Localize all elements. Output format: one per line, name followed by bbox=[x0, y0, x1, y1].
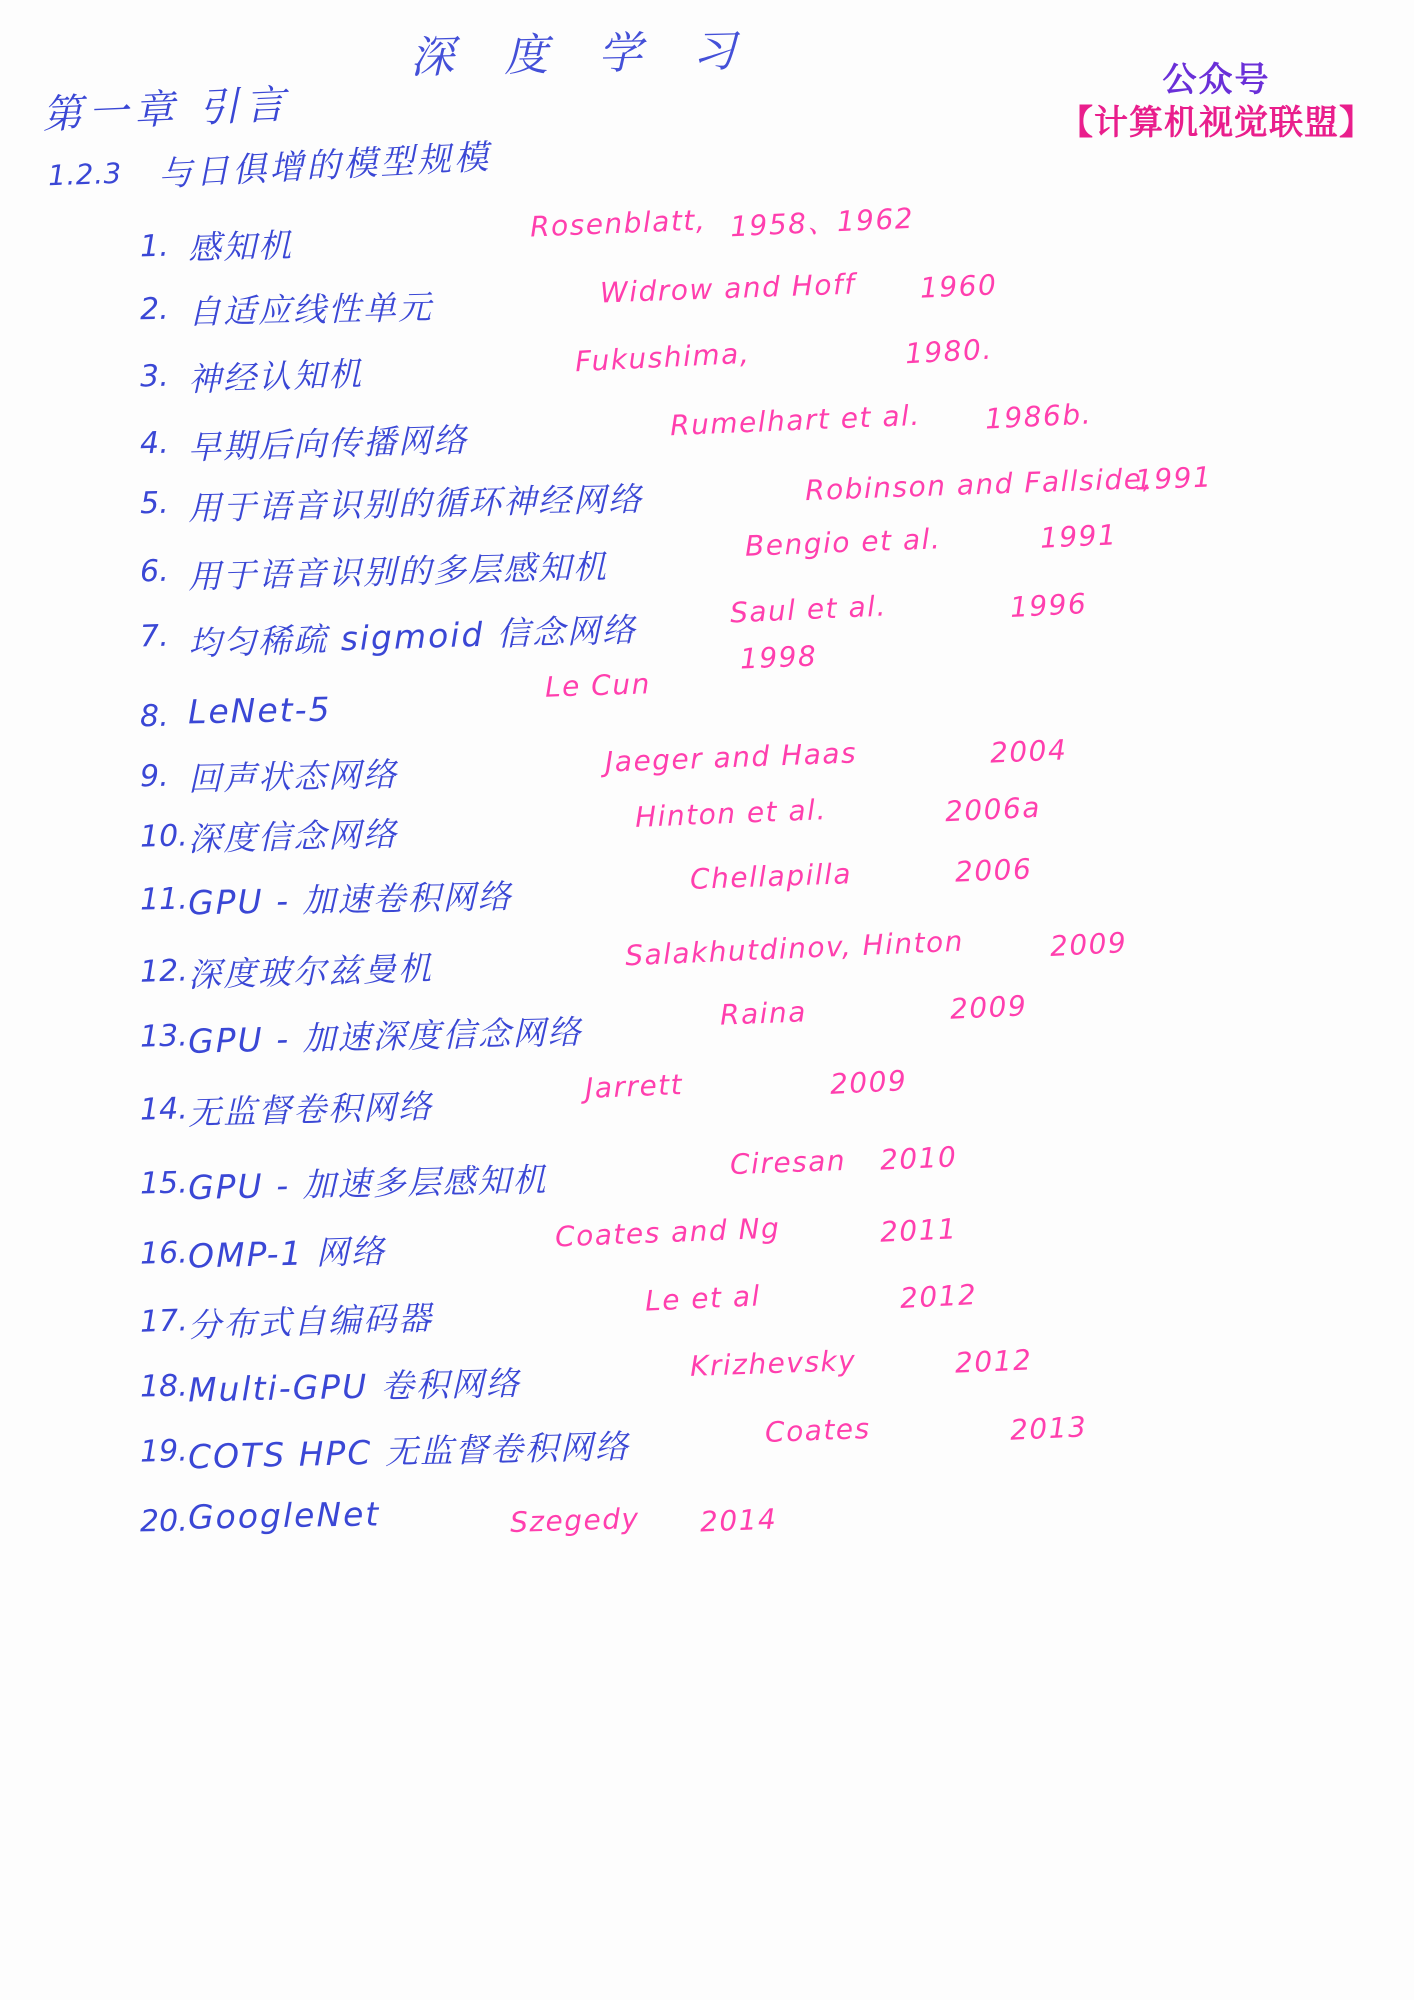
list-item-label: LeNet-5 bbox=[187, 689, 332, 732]
list-item-label: 自适应线性单元 bbox=[187, 287, 434, 332]
chapter-heading: 第一章 引言 bbox=[41, 81, 292, 139]
list-item-year: 2009 bbox=[829, 1064, 909, 1101]
list-item bbox=[0, 1490, 1414, 1550]
list-item bbox=[0, 1278, 1414, 1350]
list-item-year: 2011 bbox=[879, 1212, 958, 1249]
list-item-year: 2004 bbox=[989, 733, 1068, 770]
watermark-line-2: 【计算机视觉联盟】 bbox=[1059, 103, 1374, 144]
list-item-reference: Szegedy bbox=[509, 1501, 641, 1540]
list-item bbox=[0, 267, 1414, 338]
list-item-label: GPU - 加速卷积网络 bbox=[187, 876, 513, 923]
list-item-year: 1998 bbox=[739, 639, 818, 676]
list-item bbox=[0, 460, 1414, 532]
list-item bbox=[0, 1211, 1414, 1282]
list-item bbox=[0, 639, 1414, 745]
list-item-reference: Rosenblatt, bbox=[529, 203, 707, 244]
list-item-reference: Coates and Ng bbox=[554, 1211, 781, 1254]
list-item-reference: Jaeger and Haas bbox=[604, 736, 858, 779]
list-item-index: 6. bbox=[139, 553, 170, 590]
list-item-year: 2012 bbox=[899, 1278, 979, 1315]
list-item-index: 14. bbox=[139, 1091, 189, 1128]
list-item-index: 20. bbox=[139, 1503, 189, 1540]
list-item-label: 早期后向传播网络 bbox=[187, 420, 469, 467]
list-item-label: GoogleNet bbox=[187, 1494, 381, 1537]
list-item-label: 深度玻尔兹曼机 bbox=[187, 948, 434, 995]
list-item-label: COTS HPC 无监督卷积网络 bbox=[187, 1426, 631, 1477]
list-item bbox=[0, 989, 1414, 1065]
section-number: 1.2.3 bbox=[47, 156, 123, 193]
list-item-label: 均匀稀疏 sigmoid 信念网络 bbox=[187, 609, 638, 664]
list-item-year: 1980. bbox=[904, 332, 994, 371]
list-item-reference: Widrow and Hoff bbox=[599, 267, 857, 310]
list-item-label: 回声状态网络 bbox=[187, 754, 399, 799]
list-item-reference: Chellapilla bbox=[689, 857, 853, 896]
list-item bbox=[0, 1140, 1414, 1212]
list-item-reference: Ciresan bbox=[729, 1143, 847, 1182]
list-item bbox=[0, 852, 1414, 928]
list-item-label: OMP-1 网络 bbox=[187, 1231, 387, 1276]
list-item bbox=[0, 1343, 1414, 1415]
list-item-reference: Le et al bbox=[644, 1279, 762, 1318]
list-item-label: 无监督卷积网络 bbox=[187, 1086, 434, 1133]
list-item-year: 1991 bbox=[1039, 518, 1118, 555]
list-item-reference: Rumelhart et al. bbox=[669, 398, 922, 443]
list-item-year: 1960 bbox=[919, 268, 998, 305]
list-item-year: 1991 bbox=[1134, 460, 1213, 497]
list-item-index: 4. bbox=[139, 425, 170, 462]
list-item-reference: Salakhutdinov, Hinton bbox=[624, 924, 965, 973]
list-item-index: 9. bbox=[139, 758, 170, 795]
list-item-label: GPU - 加速多层感知机 bbox=[187, 1159, 548, 1208]
list-item-label: 用于语音识别的循环神经网络 bbox=[187, 479, 644, 528]
list-item-label: Multi-GPU 卷积网络 bbox=[187, 1363, 522, 1410]
list-item-index: 12. bbox=[139, 953, 189, 990]
list-item-year: 2013 bbox=[1009, 1410, 1088, 1447]
list-item-label: 感知机 bbox=[187, 225, 294, 268]
list-item-label: 用于语音识别的多层感知机 bbox=[187, 546, 609, 597]
list-item bbox=[0, 733, 1414, 805]
list-item bbox=[0, 1410, 1414, 1480]
list-item-index: 1. bbox=[139, 228, 170, 265]
list-item-index: 13. bbox=[139, 1018, 189, 1055]
list-item-reference: Coates bbox=[764, 1411, 872, 1450]
list-item bbox=[0, 332, 1414, 405]
list-item bbox=[0, 518, 1414, 600]
list-item-index: 19. bbox=[139, 1433, 189, 1470]
list-item-reference: Krizhevsky bbox=[689, 1344, 857, 1383]
list-item bbox=[0, 201, 1414, 275]
list-item-index: 16. bbox=[139, 1235, 189, 1272]
list-item-index: 11. bbox=[139, 881, 189, 918]
list-item-index: 7. bbox=[139, 618, 170, 655]
list-item-index: 8. bbox=[139, 698, 169, 735]
list-item-reference: Saul et al. bbox=[729, 589, 888, 630]
list-item-reference: Hinton et al. bbox=[634, 793, 828, 834]
list-item-year: 2006 bbox=[954, 852, 1033, 889]
list-item-label: 神经认知机 bbox=[187, 353, 364, 400]
list-item-reference: Fukushima, bbox=[574, 336, 751, 379]
list-item-year: 1986b. bbox=[984, 397, 1093, 436]
list-item-reference: Jarrett bbox=[584, 1067, 684, 1106]
list-item-year: 2012 bbox=[954, 1343, 1033, 1380]
list-item-reference: Robinson and Fallside, bbox=[804, 461, 1154, 508]
list-item-year: 2009 bbox=[1049, 926, 1129, 963]
watermark-line-1: 公众号 bbox=[1162, 60, 1271, 100]
list-item-index: 18. bbox=[139, 1368, 189, 1405]
list-item-year: 2009 bbox=[949, 989, 1028, 1026]
page-title: 深 度 学 习 bbox=[409, 25, 755, 84]
list-item-index: 17. bbox=[139, 1303, 189, 1340]
list-item bbox=[0, 790, 1414, 865]
list-item-index: 15. bbox=[139, 1165, 189, 1202]
list-item-label: 分布式自编码器 bbox=[187, 1298, 434, 1345]
list-item bbox=[0, 1064, 1414, 1138]
list-item-label: 深度信念网络 bbox=[187, 814, 399, 859]
list-item-year: 2006a bbox=[944, 790, 1042, 829]
list-item-label: GPU - 加速深度信念网络 bbox=[187, 1012, 583, 1061]
section-title: 与日俱增的模型规模 bbox=[157, 137, 493, 195]
list-item-year: 1996 bbox=[1009, 587, 1089, 624]
list-item-index: 5. bbox=[139, 485, 169, 522]
list-item-index: 3. bbox=[139, 358, 170, 395]
list-item-reference: Le Cun bbox=[544, 667, 652, 704]
list-item-reference: Raina bbox=[719, 995, 808, 1032]
list-item-reference: Bengio et al. bbox=[744, 522, 942, 563]
list-item-year: 1958、1962 bbox=[729, 201, 915, 244]
list-item-index: 2. bbox=[139, 291, 169, 328]
list-item-year: 2010 bbox=[879, 1140, 958, 1177]
list-item-index: 10. bbox=[139, 818, 189, 855]
list-item-year: 2014 bbox=[699, 1502, 778, 1539]
list-item bbox=[0, 924, 1414, 1000]
list-item bbox=[0, 587, 1414, 665]
